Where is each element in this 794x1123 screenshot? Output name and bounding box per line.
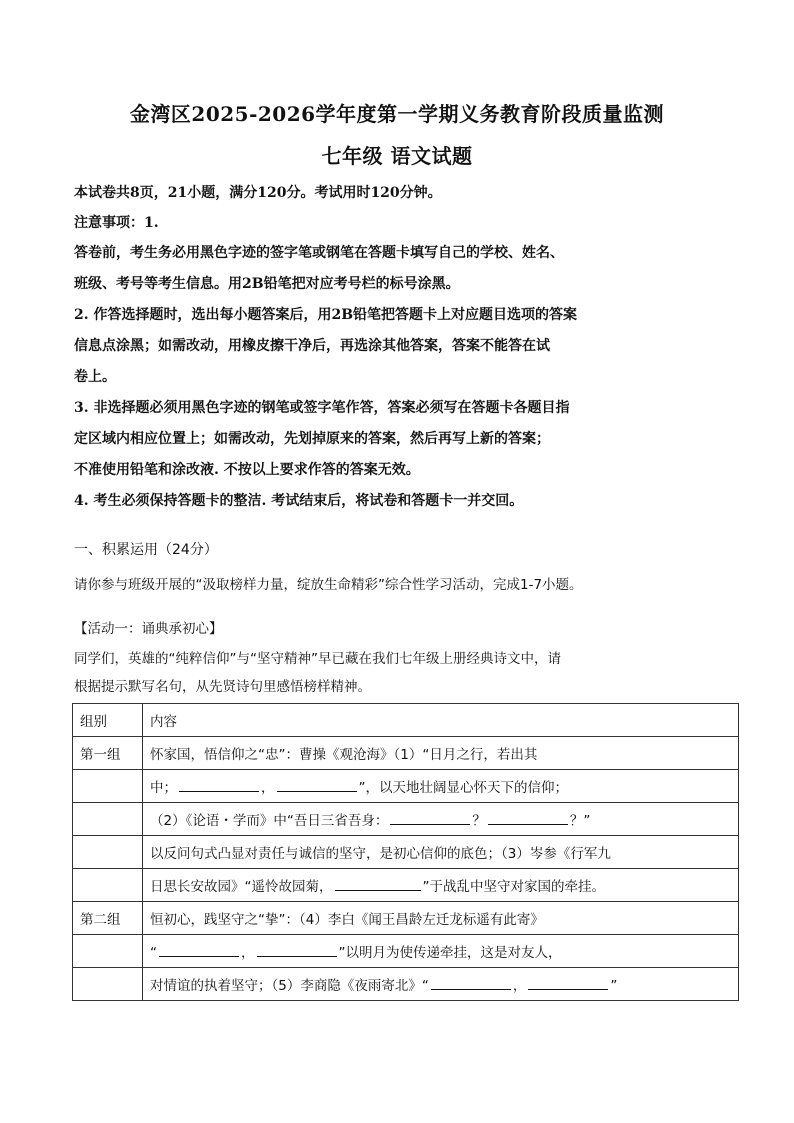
answer-blank[interactable] <box>488 810 568 825</box>
section-heading: 一、积累运用（24分） <box>74 542 218 558</box>
cell-text: ？” <box>569 813 591 829</box>
cell-text: ”，以天地壮阔显心怀天下的信仰； <box>358 780 568 796</box>
exam-subtitle: 七年级 语文试题 <box>321 144 473 168</box>
notes-line: 答卷前，考生务必用黑色字迹的签字笔或钢笔在答题卡填写自己的学校、姓名、 <box>74 245 564 261</box>
table-cell <box>73 935 143 968</box>
table-cell <box>143 935 739 968</box>
notes-line: 2. 作答选择题时，选出每小题答案后，用2B铅笔把答题卡上对应题目选项的答案 <box>74 307 578 323</box>
table-row <box>73 770 739 803</box>
table-row <box>73 803 739 836</box>
activity-paragraph: 根据提示默写名句，从先贤诗句里感悟榜样精神。 <box>74 679 371 695</box>
answer-blank[interactable] <box>390 810 470 825</box>
activity-heading: 【活动一：诵典承初心】 <box>74 621 223 637</box>
table-cell <box>73 770 143 803</box>
answer-blank[interactable] <box>431 975 511 990</box>
table-row <box>73 968 739 1001</box>
group-label: 第一组 <box>73 737 143 770</box>
activity-paragraph: 同学们，英雄的“纯粹信仰”与“坚守精神”早已藏在我们七年级上册经典诗文中，请 <box>74 651 561 667</box>
notes-line: 4. 考生必须保持答题卡的整洁. 考试结束后，将试卷和答题卡一并交回。 <box>74 493 524 509</box>
notes-line: 班级、考号等考生信息。用2B铅笔把对应考号栏的标号涂黑。 <box>74 276 460 292</box>
cell-text: “ <box>150 945 157 961</box>
cell-text: ”于战乱中坚守对家国的牵挂。 <box>422 879 605 895</box>
table-row <box>73 935 739 968</box>
cell-text: ， <box>261 780 275 796</box>
exam-title: 金湾区2025-2026学年度第一学期义务教育阶段质量监测 <box>129 102 665 126</box>
cell-text: 对情谊的执着坚守；（5）李商隐《夜雨寄北》“ <box>150 978 429 994</box>
table-row <box>73 836 739 869</box>
table-row <box>73 737 739 770</box>
table-cell: 以反问句式凸显对责任与诚信的坚守，是初心信仰的底色；（3）岑参《行军九 <box>143 836 739 869</box>
notes-line: 不准使用铅笔和涂改液. 不按以上要求作答的答案无效。 <box>74 462 420 478</box>
table-cell: 恒初心，践坚守之“挚”：（4）李白《闻王昌龄左迁龙标遥有此寄》 <box>143 902 739 935</box>
table-cell <box>73 968 143 1001</box>
table-row <box>73 704 739 737</box>
table-row <box>73 902 739 935</box>
answer-blank[interactable] <box>257 942 337 957</box>
answer-blank[interactable] <box>159 942 239 957</box>
cell-text: 中； <box>150 780 177 796</box>
cell-text: ” <box>610 978 618 994</box>
table-cell <box>73 836 143 869</box>
cell-text: ”以明月为使传递牵挂，这是对友人， <box>338 945 562 961</box>
table-cell <box>73 869 143 902</box>
answer-blank[interactable] <box>277 777 357 792</box>
notes-line: 信息点涂黑；如需改动，用橡皮擦干净后，再选涂其他答案，答案不能答在试 <box>74 338 550 354</box>
answer-blank[interactable] <box>528 975 608 990</box>
exam-intro: 本试卷共8页，21小题，满分120分。考试用时120分钟。 <box>74 185 442 201</box>
section-instruction: 请你参与班级开展的“汲取榜样力量，绽放生命精彩”综合性学习活动，完成1-7小题。 <box>74 577 583 593</box>
table-cell <box>143 869 739 902</box>
answer-blank[interactable] <box>335 876 421 891</box>
cell-text: ？ <box>472 813 486 829</box>
group-label: 第二组 <box>73 902 143 935</box>
table-cell <box>73 803 143 836</box>
cell-text: （2）《论语・学而》中“吾日三省吾身： <box>150 813 389 829</box>
answer-blank[interactable] <box>179 777 259 792</box>
table-header-group: 组别 <box>73 704 143 737</box>
table-cell <box>143 968 739 1001</box>
notes-heading: 注意事项：1. <box>74 215 159 231</box>
recitation-table <box>72 703 739 1001</box>
cell-text: ， <box>512 978 527 994</box>
cell-text: 日思长安故园》“遥怜故园菊， <box>150 879 333 895</box>
notes-line: 卷上。 <box>74 369 116 385</box>
cell-text: ， <box>241 945 255 961</box>
table-cell <box>143 803 739 836</box>
table-cell: 怀家国，悟信仰之“忠”：曹操《观沧海》（1）“日月之行，若出其 <box>143 737 739 770</box>
notes-line: 定区域内相应位置上；如需改动，先划掉原来的答案，然后再写上新的答案； <box>74 431 550 447</box>
table-row <box>73 869 739 902</box>
table-cell <box>143 770 739 803</box>
notes-line: 3. 非选择题必须用黑色字迹的钢笔或签字笔作答，答案必须写在答题卡各题目指 <box>74 400 570 416</box>
table-header-content: 内容 <box>143 704 739 737</box>
